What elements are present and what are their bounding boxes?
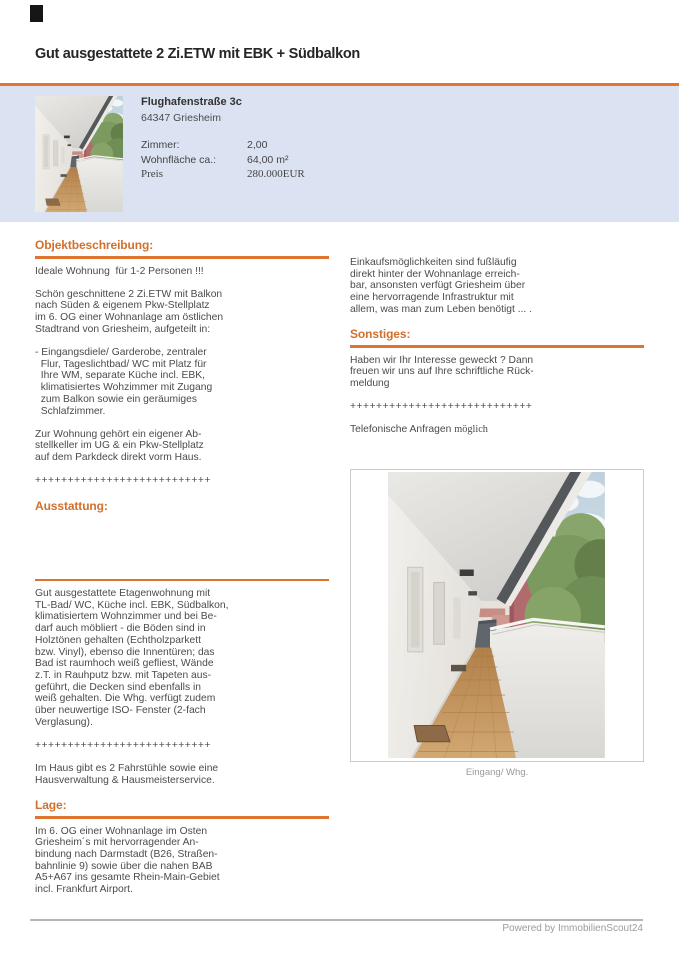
photo-caption: Eingang/ Whg. (465, 767, 529, 778)
street-address: Flughafenstraße 3c (141, 96, 242, 108)
text-line: Hausverwaltung & Hausmeisterservice. (35, 774, 215, 786)
section-heading-objektbeschreibung: Objektbeschreibung: (35, 238, 154, 252)
fact-value: 2,00 (247, 139, 268, 151)
text-line: zum Balkon sowie ein geräumiges (35, 393, 197, 405)
text-line: incl. Frankfurt Airport. (35, 884, 133, 896)
page-title: Gut ausgestattete 2 Zi.ETW mit EBK + Südbalkon (35, 46, 360, 62)
text-line: Bad ist raumhoch weiß gefliest, Wände (35, 658, 214, 670)
paragraph (35, 347, 329, 417)
fact-row-price (141, 167, 305, 182)
phone-note (350, 424, 644, 436)
text-line: geführt, die Decken sind ebenfalls in (35, 681, 201, 693)
summary-band (0, 86, 679, 222)
city-address: 64347 Griesheim (141, 112, 221, 124)
paragraph (35, 266, 329, 278)
footer-credit: Powered by ImmobilienScout24 (502, 923, 643, 934)
section-rule (35, 816, 329, 819)
text-line: z.T. in Rauhputz bzw. mit Tapeten aus- (35, 669, 212, 681)
text-line: Ihre WM, separate Küche incl. EBK, (35, 370, 205, 382)
phone-note-sans: Telefonische Anfragen (350, 424, 455, 436)
fact-label: Wohnfläche ca.: (141, 153, 217, 166)
text-line: Griesheim´s mit hervorragender An- (35, 837, 199, 849)
text-line: Holztönen gehalten (Echtholzparkett (35, 634, 201, 646)
text-line: bar, ansonsten verfügt Griesheim über (350, 280, 526, 292)
text-line: direkt hinter der Wohnanlage erreich- (350, 268, 520, 280)
text-line: Schön geschnittene 2 Zi.ETW mit Balkon (35, 288, 223, 300)
text-line: Gut ausgestattete Etagenwohnung mit (35, 588, 211, 600)
text-line: - Eingangsdiele/ Garderobe, zentraler (35, 347, 207, 359)
text-line: Zur Wohnung gehört ein eigener Ab- (35, 428, 202, 440)
text-line: stellkeller im UG & ein Pkw-Stellplatz (35, 440, 204, 452)
text-line: freuen wir uns auf Ihre schriftliche Rück- (350, 366, 534, 378)
plus-separator: ++++++++++++++++++++++++++++ (350, 401, 533, 413)
text-line: weiß gehalten. Die Whg. verfügt zudem (35, 693, 216, 705)
text-line: Flur, Tageslichtbad/ WC mit Platz für (35, 358, 207, 370)
fact-row-area (141, 153, 305, 168)
phone-note-serif: möglich (454, 424, 488, 436)
left-column (35, 238, 329, 907)
key-facts (141, 138, 305, 182)
footer-divider (30, 919, 643, 921)
section-rule (35, 256, 329, 259)
fact-label: Preis (141, 168, 163, 181)
fact-label: Zimmer: (141, 139, 180, 151)
paragraph (350, 355, 644, 390)
property-photo-frame (350, 469, 644, 762)
text-line: klimatisiertem Wohnzimmer und bei Be- (35, 611, 217, 623)
logo-mark (30, 5, 43, 22)
property-thumbnail-photo (35, 96, 123, 212)
text-line: im 6. OG einer Wohnanlage am östlichen (35, 312, 224, 324)
property-photo (388, 472, 605, 758)
text-line: eine hervorragende Infrastruktur mit (350, 292, 514, 304)
paragraph (35, 289, 329, 336)
text-line: Im Haus gibt es 2 Fahrstühle sowie eine (35, 763, 219, 775)
text-line: meldung (350, 377, 390, 389)
section-heading-sonstiges: Sonstiges: (350, 327, 411, 342)
paragraph (35, 429, 329, 464)
text-line: A5+A67 ins gesamte Rhein-Main-Gebiet (35, 872, 220, 884)
right-column (350, 257, 644, 436)
text-line: Haben wir Ihr Interesse geweckt ? Dann (350, 354, 534, 366)
fact-row-rooms (141, 138, 305, 153)
plus-separator: +++++++++++++++++++++++++++ (35, 739, 211, 751)
text-line: bahnlinie 9) sowie über die nahen BAB (35, 860, 213, 872)
text-line: Ideale Wohnung für 1-2 Personen !!! (35, 265, 204, 277)
text-line: bindung nach Darmstadt (B26, Straßen- (35, 849, 218, 860)
paragraph (35, 763, 329, 786)
paragraph (350, 257, 644, 316)
paragraph (35, 588, 329, 728)
text-line: Im 6. OG einer Wohnanlage im Osten (35, 825, 208, 837)
paragraph (35, 826, 329, 896)
address-block (141, 94, 242, 126)
section-rule (35, 579, 329, 582)
text-line: bzw. Vinyl), ebenso die Innentüren; das (35, 646, 215, 658)
plus-separator: +++++++++++++++++++++++++++ (35, 475, 211, 487)
text-line: darf auch möbliert - die Böden sind in (35, 623, 206, 635)
text-line: nach Süden & eigenem Pkw-Stellplatz (35, 300, 210, 312)
fact-value: 64,00 m² (247, 153, 289, 166)
text-line: Stadtrand von Griesheim, aufgeteilt in: (35, 323, 211, 335)
section-heading-ausstattung: Ausstattung: (35, 498, 108, 513)
text-line: über neuwertige ISO- Fenster (2-fach (35, 705, 206, 717)
fact-value: 280.000EUR (247, 168, 305, 181)
text-line: Schlafzimmer. (35, 405, 106, 417)
text-line: Einkaufsmöglichkeiten sind fußläufig (350, 257, 517, 268)
text-line: auf dem Parkdeck direkt vorm Haus. (35, 452, 202, 464)
text-line: klimatisiertes Wohzimmer mit Zugang (35, 382, 213, 394)
section-rule (350, 345, 644, 348)
text-line: Verglasung). (35, 716, 93, 728)
section-heading-lage: Lage: (35, 798, 67, 813)
text-line: TL-Bad/ WC, Küche incl. EBK, Südbalkon, (35, 599, 229, 611)
text-line: allem, was man zum Leben benötigt ... . (350, 303, 533, 315)
